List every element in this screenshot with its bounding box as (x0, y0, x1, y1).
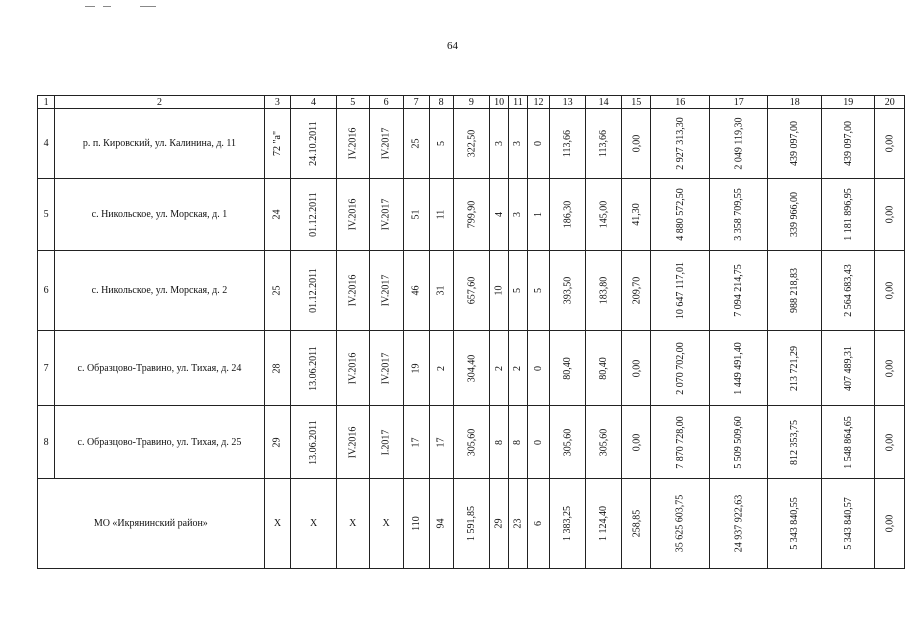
cell-value: 31 (435, 285, 447, 296)
row-number-cell: 8 (38, 406, 55, 479)
value-cell (821, 251, 875, 331)
header-cell: 20 (875, 96, 905, 109)
row-number-cell: 7 (38, 331, 55, 406)
value-cell (453, 179, 490, 251)
value-cell (291, 251, 337, 331)
cell-value: 0,00 (884, 281, 896, 300)
table-row (38, 406, 905, 479)
cell-value: 2 049 119,30 (733, 117, 745, 170)
cell-value: 305,60 (598, 428, 610, 456)
cell-value: 0 (533, 439, 544, 445)
value-cell (264, 406, 291, 479)
cell-value: 29 (493, 518, 505, 529)
cell-value: 209,70 (630, 276, 642, 305)
cell-value: IV.2016 (347, 127, 359, 160)
value-cell (709, 331, 768, 406)
value-cell (550, 331, 586, 406)
cell-value: 72 "а" (271, 130, 283, 157)
value-cell (336, 109, 369, 179)
value-cell (264, 251, 291, 331)
value-cell (369, 406, 403, 479)
total-value-cell: X (369, 479, 403, 569)
value-cell (336, 251, 369, 331)
value-cell (509, 406, 528, 479)
cell-value: 5 343 840,57 (842, 497, 854, 550)
value-cell (651, 179, 710, 251)
cell-value: 5 (533, 288, 544, 293)
cell-value: 2 (435, 365, 447, 371)
cell-value: 0,00 (884, 433, 896, 451)
value-cell (821, 109, 875, 179)
table-row (38, 251, 905, 331)
value-cell (429, 331, 453, 406)
value-cell (369, 109, 403, 179)
value-cell (527, 109, 549, 179)
cell-value: 0,00 (630, 359, 642, 377)
total-value-cell (651, 479, 710, 569)
value-cell (586, 406, 622, 479)
cell-value: 258,85 (630, 509, 642, 538)
cell-value: 25 (410, 138, 422, 149)
scan-artifact (103, 6, 111, 7)
value-cell (453, 406, 490, 479)
cell-value: 01.12.2011 (308, 192, 320, 237)
total-value-cell: X (291, 479, 337, 569)
cell-value: 657,60 (465, 276, 477, 305)
total-value-cell (453, 479, 490, 569)
cell-value: 0 (533, 365, 544, 371)
total-value-cell (768, 479, 822, 569)
total-value-cell (403, 479, 429, 569)
value-cell (622, 406, 651, 479)
cell-value: 0,00 (884, 205, 896, 224)
value-cell (453, 109, 490, 179)
value-cell (490, 251, 509, 331)
cell-value: 407 489,31 (842, 345, 854, 391)
scan-artifact (140, 6, 156, 7)
address-cell: с. Образцово-Травино, ул. Тихая, д. 24 (55, 331, 264, 406)
value-cell (550, 406, 586, 479)
cell-value: 4 (493, 212, 505, 217)
value-cell (622, 331, 651, 406)
value-cell (509, 251, 528, 331)
cell-value: 5 343 840,55 (789, 497, 801, 550)
cell-value: 0,00 (884, 359, 896, 377)
header-cell: 2 (55, 96, 264, 109)
cell-value: 46 (410, 285, 422, 296)
total-label-cell: МО «Икрянинский район» (38, 479, 265, 569)
cell-value: 5 (512, 288, 524, 293)
value-cell (586, 331, 622, 406)
value-cell (453, 251, 490, 331)
header-cell: 15 (622, 96, 651, 109)
cell-value: 2 564 683,43 (842, 264, 854, 317)
value-cell (291, 179, 337, 251)
value-cell (403, 179, 429, 251)
row-number-cell: 6 (38, 251, 55, 331)
cell-value: 8 (512, 439, 524, 445)
cell-value: 10 647 117,01 (674, 261, 686, 320)
header-cell: 6 (369, 96, 403, 109)
cell-value: 213 721,29 (789, 345, 801, 391)
total-value-cell (429, 479, 453, 569)
cell-value: 113,66 (562, 129, 574, 158)
header-cell: 14 (586, 96, 622, 109)
header-cell: 17 (709, 96, 768, 109)
value-cell (821, 406, 875, 479)
cell-value: 80,40 (562, 356, 574, 380)
total-value-cell: X (264, 479, 291, 569)
cell-value: 110 (410, 516, 422, 531)
value-cell (709, 179, 768, 251)
cell-value: 10 (493, 285, 505, 296)
value-cell (429, 251, 453, 331)
cell-value: 5 509 509,60 (733, 415, 745, 469)
cell-value: IV.2016 (347, 198, 359, 231)
total-value-cell (875, 479, 905, 569)
value-cell (264, 109, 291, 179)
total-value-cell (550, 479, 586, 569)
value-cell (550, 251, 586, 331)
cell-value: 186,30 (562, 200, 574, 229)
value-cell (336, 406, 369, 479)
row-number-cell: 5 (38, 179, 55, 251)
cell-value: IV.2016 (347, 274, 359, 307)
value-cell (586, 109, 622, 179)
cell-value: 7 870 728,00 (674, 415, 686, 469)
header-cell: 8 (429, 96, 453, 109)
value-cell (509, 331, 528, 406)
cell-value: 25 (271, 285, 283, 296)
value-cell (527, 251, 549, 331)
cell-value: I.2017 (380, 429, 392, 455)
cell-value: 799,90 (465, 200, 477, 229)
data-table (37, 95, 905, 569)
value-cell (336, 179, 369, 251)
value-cell (453, 331, 490, 406)
total-value-cell (821, 479, 875, 569)
value-cell (586, 179, 622, 251)
cell-value: 0 (533, 141, 544, 146)
table-row (38, 109, 905, 179)
cell-value: 28 (271, 363, 283, 373)
value-cell (369, 251, 403, 331)
total-value-cell (527, 479, 549, 569)
cell-value: 2 070 702,00 (674, 341, 686, 395)
header-cell: 9 (453, 96, 490, 109)
value-cell (291, 109, 337, 179)
value-cell (622, 251, 651, 331)
value-cell (875, 179, 905, 251)
cell-value: 94 (435, 518, 447, 529)
value-cell (875, 406, 905, 479)
cell-value: 6 (533, 521, 544, 526)
total-value-cell: X (336, 479, 369, 569)
cell-value: 393,50 (562, 276, 574, 305)
cell-value: 3 358 709,55 (733, 188, 745, 241)
value-cell (369, 179, 403, 251)
cell-value: 13.06.2011 (308, 345, 320, 391)
value-cell (403, 109, 429, 179)
value-cell (586, 251, 622, 331)
header-cell: 10 (490, 96, 509, 109)
cell-value: 35 625 603,75 (674, 494, 686, 553)
cell-value: 3 (493, 141, 505, 146)
header-cell: 11 (509, 96, 528, 109)
header-cell: 3 (264, 96, 291, 109)
header-cell: 4 (291, 96, 337, 109)
value-cell (709, 251, 768, 331)
header-cell: 16 (651, 96, 710, 109)
value-cell (490, 179, 509, 251)
address-cell: р. п. Кировский, ул. Калинина, д. 11 (55, 109, 264, 179)
cell-value: 0,00 (884, 134, 896, 153)
cell-value: 0,00 (630, 134, 642, 153)
value-cell (550, 179, 586, 251)
value-cell (768, 251, 822, 331)
value-cell (291, 406, 337, 479)
cell-value: 1 548 864,65 (842, 415, 854, 469)
value-cell (527, 406, 549, 479)
total-row (38, 479, 905, 569)
cell-value: IV.2017 (380, 352, 392, 384)
cell-value: 305,60 (562, 428, 574, 456)
cell-value: 988 218,83 (789, 268, 801, 313)
cell-value: 17 (435, 437, 447, 447)
cell-value: 1 383,25 (562, 506, 574, 541)
cell-value: 2 (512, 365, 524, 371)
value-cell (403, 331, 429, 406)
cell-value: 24 937 922,63 (733, 494, 745, 553)
value-cell (509, 109, 528, 179)
cell-value: 7 094 214,75 (733, 264, 745, 317)
cell-value: 339 966,00 (789, 192, 801, 237)
value-cell (550, 109, 586, 179)
total-value-cell (509, 479, 528, 569)
value-cell (622, 179, 651, 251)
address-cell: с. Никольское, ул. Морская, д. 1 (55, 179, 264, 251)
cell-value: 2 (493, 365, 505, 371)
cell-value: 11 (435, 209, 447, 220)
total-value-cell (622, 479, 651, 569)
cell-value: 113,66 (598, 129, 610, 158)
cell-value: 8 (493, 439, 505, 445)
value-cell (821, 331, 875, 406)
value-cell (429, 406, 453, 479)
value-cell (291, 331, 337, 406)
header-row (38, 96, 905, 109)
cell-value: 1 (533, 212, 544, 217)
value-cell (651, 251, 710, 331)
value-cell (527, 331, 549, 406)
value-cell (403, 251, 429, 331)
value-cell (622, 109, 651, 179)
cell-value: 23 (512, 518, 524, 529)
total-value-cell (490, 479, 509, 569)
cell-value: 51 (410, 209, 422, 220)
value-cell (709, 109, 768, 179)
value-cell (509, 179, 528, 251)
cell-value: 4 880 572,50 (674, 188, 686, 241)
cell-value: 304,40 (465, 354, 477, 382)
cell-value: 1 591,85 (465, 506, 477, 541)
header-cell: 12 (527, 96, 549, 109)
value-cell (768, 179, 822, 251)
cell-value: 322,50 (465, 129, 477, 158)
header-cell: 13 (550, 96, 586, 109)
cell-value: 41,30 (630, 203, 642, 226)
cell-value: 24 (271, 209, 283, 220)
cell-value: 01.12.2011 (308, 268, 320, 313)
header-cell: 1 (38, 96, 55, 109)
page-number: 64 (447, 40, 458, 52)
total-value-cell (709, 479, 768, 569)
row-number-cell: 4 (38, 109, 55, 179)
cell-value: 439 097,00 (789, 121, 801, 166)
cell-value: 5 (435, 141, 447, 146)
cell-value: 3 (512, 212, 524, 217)
cell-value: 1 181 896,95 (842, 188, 854, 241)
value-cell (768, 109, 822, 179)
cell-value: 439 097,00 (842, 121, 854, 166)
cell-value: 3 (512, 141, 524, 146)
cell-value: 0,00 (884, 514, 896, 533)
cell-value: 1 124,40 (598, 506, 610, 541)
value-cell (768, 331, 822, 406)
cell-value: 80,40 (598, 356, 610, 380)
cell-value: IV.2016 (347, 426, 359, 458)
value-cell (875, 251, 905, 331)
value-cell (875, 109, 905, 179)
cell-value: 13.06.2011 (308, 419, 320, 465)
value-cell (651, 406, 710, 479)
value-cell (490, 109, 509, 179)
value-cell (429, 179, 453, 251)
cell-value: 24.10.2011 (308, 121, 320, 166)
cell-value: 17 (410, 437, 422, 447)
header-cell: 5 (336, 96, 369, 109)
value-cell (651, 109, 710, 179)
cell-value: 305,60 (465, 428, 477, 456)
value-cell (490, 406, 509, 479)
value-cell (875, 331, 905, 406)
value-cell (768, 406, 822, 479)
value-cell (336, 331, 369, 406)
address-cell: с. Никольское, ул. Морская, д. 2 (55, 251, 264, 331)
table-row (38, 179, 905, 251)
cell-value: 145,00 (598, 200, 610, 229)
table-row (38, 331, 905, 406)
header-cell: 19 (821, 96, 875, 109)
value-cell (429, 109, 453, 179)
cell-value: IV.2017 (380, 127, 392, 160)
value-cell (264, 331, 291, 406)
value-cell (821, 179, 875, 251)
header-cell: 7 (403, 96, 429, 109)
value-cell (651, 331, 710, 406)
cell-value: 183,80 (598, 276, 610, 305)
cell-value: IV.2016 (347, 352, 359, 384)
value-cell (264, 179, 291, 251)
value-cell (709, 406, 768, 479)
address-cell: с. Образцово-Травино, ул. Тихая, д. 25 (55, 406, 264, 479)
cell-value: 29 (271, 437, 283, 447)
value-cell (403, 406, 429, 479)
cell-value: IV.2017 (380, 274, 392, 307)
total-value-cell (586, 479, 622, 569)
value-cell (490, 331, 509, 406)
header-cell: 18 (768, 96, 822, 109)
value-cell (527, 179, 549, 251)
value-cell (369, 331, 403, 406)
cell-value: 812 353,75 (789, 419, 801, 465)
cell-value: IV.2017 (380, 198, 392, 231)
cell-value: 19 (410, 363, 422, 373)
cell-value: 0,00 (630, 433, 642, 451)
cell-value: 2 927 313,30 (674, 117, 686, 170)
scan-artifact (85, 6, 95, 7)
cell-value: 1 449 491,40 (733, 341, 745, 395)
